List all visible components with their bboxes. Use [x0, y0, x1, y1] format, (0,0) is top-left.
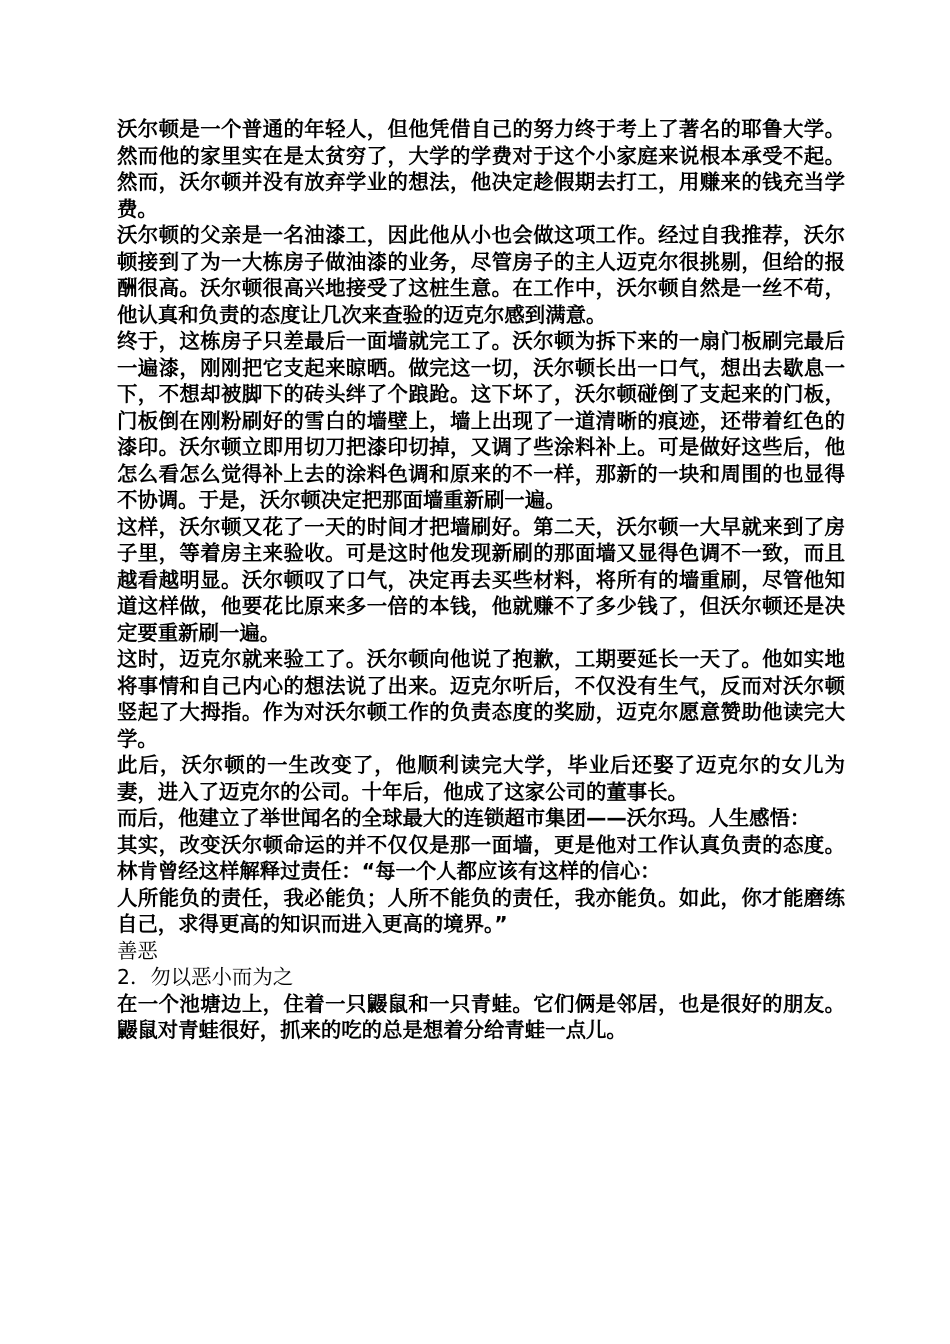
paragraph-painting-job: 沃尔顿的父亲是一名油漆工，因此他从小也会做这项工作。经过自我推荐，沃尔顿接到了为一大栋房子做油漆的业务，尽管房子的主人迈克尔很挑剔，但给的报酬很高。沃尔顿很高兴地接受了这桩生意。在工作中，沃尔顿自然是一丝不苟，他认真和负责的态度让几次来查验的迈克尔感到满意。 [117, 223, 845, 327]
paragraph-michael-inspection: 这时，迈克尔就来验工了。沃尔顿向他说了抱歉，工期要延长一天了。他如实地将事情和自己内心的想法说了出来。迈克尔听后，不仅没有生气，反而对沃尔顿竖起了大拇指。作为对沃尔顿工作的负责态度的奖励，迈克尔愿意赞助他读完大学。 [117, 647, 845, 751]
section-heading-good-evil: 善恶 [117, 938, 158, 963]
paragraph-mole-frog: 在一个池塘边上，住着一只鼹鼠和一只青蛙。它们俩是邻居，也是很好的朋友。鼹鼠对青蛙很好，抓来的吃的总是想着分给青蛙一点儿。 [117, 991, 845, 1042]
document-page [117, 116, 845, 1044]
paragraph-responsibility: 人所能负的责任，我必能负；人所不能负的责任，我亦能负。如此，你才能磨练自己，求得更高的知识而进入更高的境界。” [117, 885, 845, 936]
paragraph-repaint: 这样，沃尔顿又花了一天的时间才把墙刷好。第二天，沃尔顿一大早就来到了房子里，等着房主来验收。可是这时他发现新刷的那面墙又显得色调不一致，而且越看越明显。沃尔顿叹了口气，决定再去买些材料，将所有的墙重刷，尽管他知道这样做，他要花比原来多一倍的本钱，他就赚不了多少钱了，但沃尔顿还是决定要重新刷一遍。 [117, 514, 845, 645]
paragraph-lincoln-quote: 其实，改变沃尔顿命运的并不仅仅是那一面墙，更是他对工作认真负责的态度。林肯曾经这样解释过责任：“每一个人都应该有这样的信心： [117, 832, 845, 883]
paragraph-walmart: 而后，他建立了举世闻名的全球最大的连锁超市集团——沃尔玛。人生感悟： [117, 806, 811, 830]
story-title: 2．勿以恶小而为之 [117, 965, 294, 989]
paragraph-door-accident: 终于，这栋房子只差最后一面墙就完工了。沃尔顿为拆下来的一扇门板刷完最后一遍漆，刚刚把它支起来晾晒。做完这一切，沃尔顿长出一口气，想出去歇息一下，不想却被脚下的砖头绊了个踉跄。这下坏了，沃尔顿碰倒了支起来的门板，门板倒在刚粉刷好的雪白的墙壁上，墙上出现了一道清晰的痕迹，还带着红色的漆印。沃尔顿立即用切刀把漆印切掉，又调了些涂料补上。可是做好这些后，他怎么看怎么觉得补上去的涂料色调和原来的不一样，那新的一块和周围的也显得不协调。于是，沃尔顿决定把那面墙重新刷一遍。 [117, 329, 845, 512]
paragraph-walton-intro: 沃尔顿是一个普通的年轻人，但他凭借自己的努力终于考上了著名的耶鲁大学。然而他的家里实在是太贫穷了，大学的学费对于这个小家庭来说根本承受不起。然而，沃尔顿并没有放弃学业的想法，他决定趁假期去打工，用赚来的钱充当学费。 [117, 117, 845, 221]
paragraph-life-changed: 此后，沃尔顿的一生改变了，他顺利读完大学，毕业后还娶了迈克尔的女儿为妻，进入了迈克尔的公司。十年后，他成了这家公司的董事长。 [117, 753, 845, 804]
